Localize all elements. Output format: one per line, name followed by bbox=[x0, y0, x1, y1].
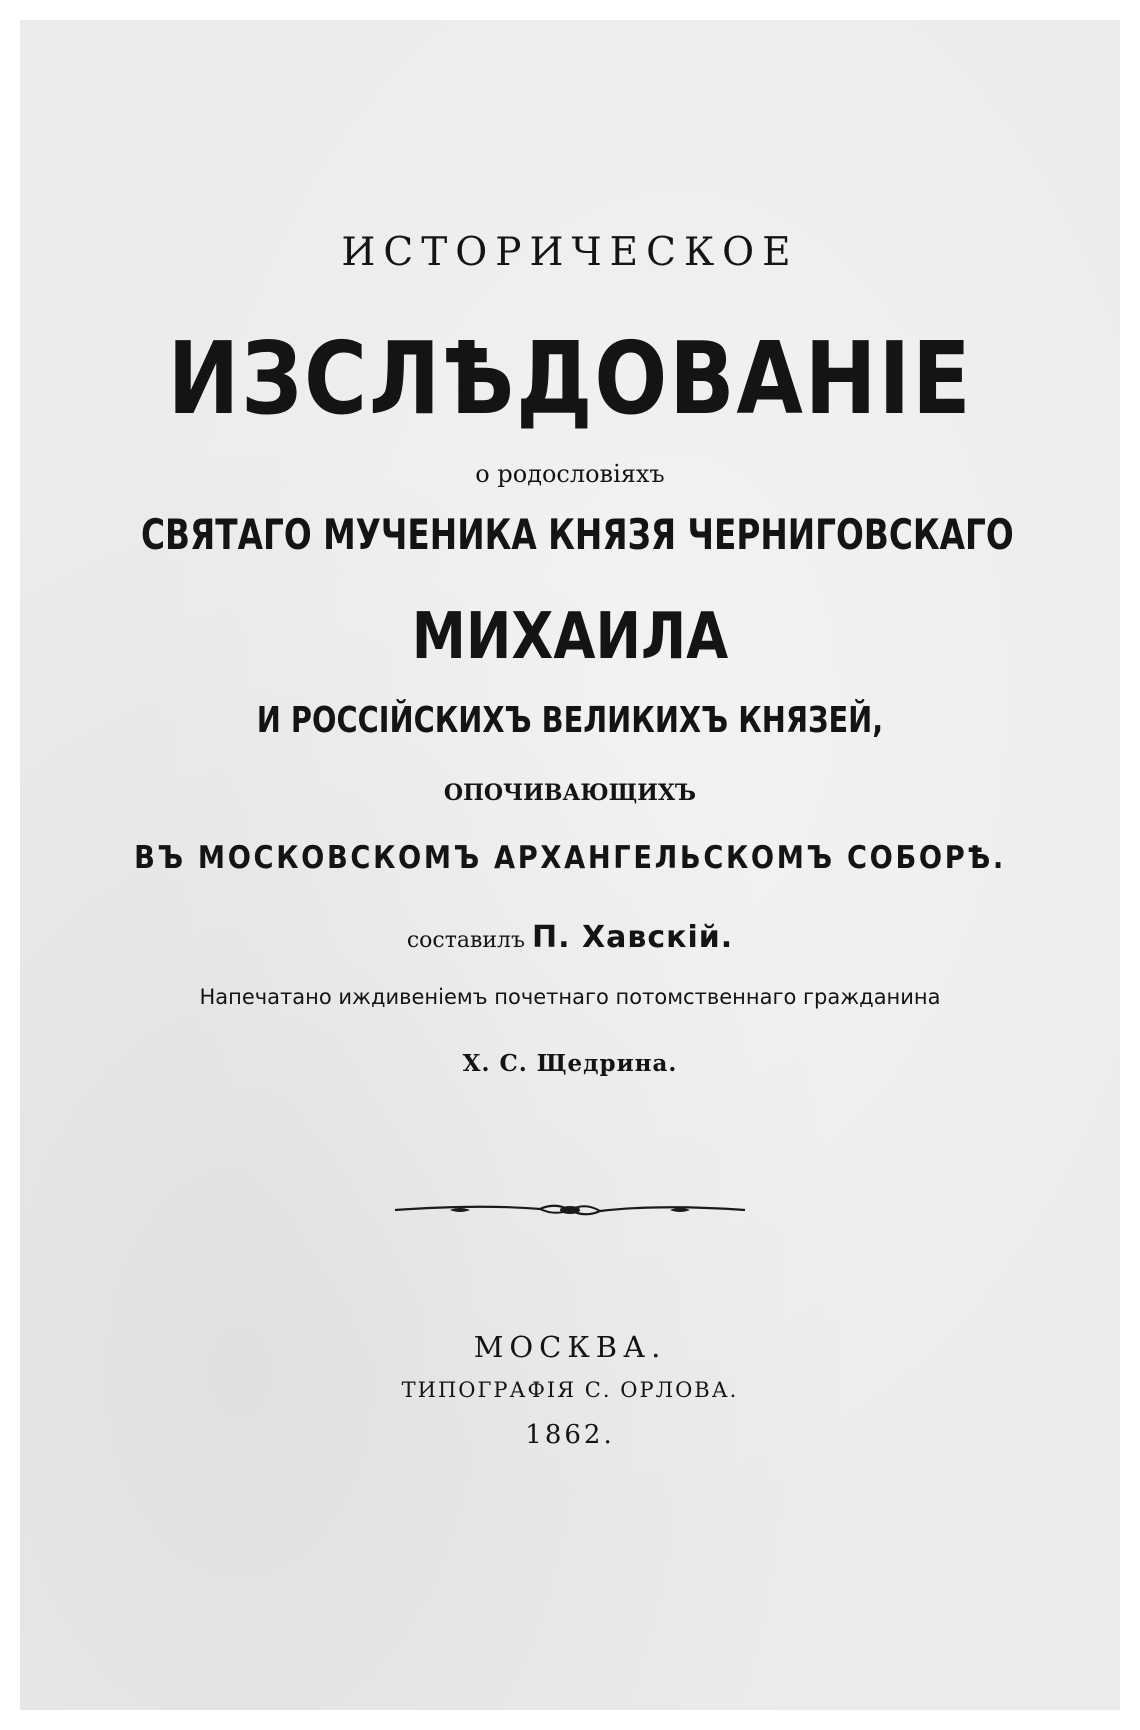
printed-by-line: Напечатано иждивеніемъ почетнаго потомственнаго гражданина bbox=[199, 985, 941, 1009]
title-line-historical: ИСТОРИЧЕСКОЕ bbox=[341, 230, 799, 275]
bleed-through-texture bbox=[150, 320, 990, 1450]
printer-line: ТИПОГРАФІЯ С. ОРЛОВА. bbox=[401, 1378, 739, 1402]
title-line-mikhail: МИХАИЛА bbox=[411, 600, 729, 674]
author-name: П. Хавскій. bbox=[532, 920, 734, 955]
author-line bbox=[20, 920, 1120, 955]
title-line-research: ИЗСЛѢДОВАНІЕ bbox=[167, 320, 973, 437]
title-line-martyr-prince: СВЯТАГО МУЧЕНИКА КНЯЗЯ ЧЕРНИГОВСКАГО bbox=[141, 510, 1014, 559]
year-line: 1862. bbox=[525, 1420, 615, 1450]
ornament-divider bbox=[390, 1198, 750, 1222]
city-line: МОСКВА. bbox=[473, 1330, 667, 1364]
title-line-cathedral: ВЪ МОСКОВСКОМЪ АРХАНГЕЛЬСКОМЪ СОБОРѢ. bbox=[134, 840, 1006, 876]
title-line-resting: ОПОЧИВАЮЩИХЪ bbox=[443, 780, 697, 806]
title-line-grand-princes: И РОССІЙСКИХЪ ВЕЛИКИХЪ КНЯЗЕЙ, bbox=[256, 700, 884, 741]
scanned-page bbox=[20, 20, 1120, 1710]
patron-name: Х. С. Щедрина. bbox=[462, 1050, 678, 1077]
title-line-genealogies: о родословіяхъ bbox=[475, 460, 665, 488]
author-prefix: составилъ bbox=[406, 928, 526, 953]
